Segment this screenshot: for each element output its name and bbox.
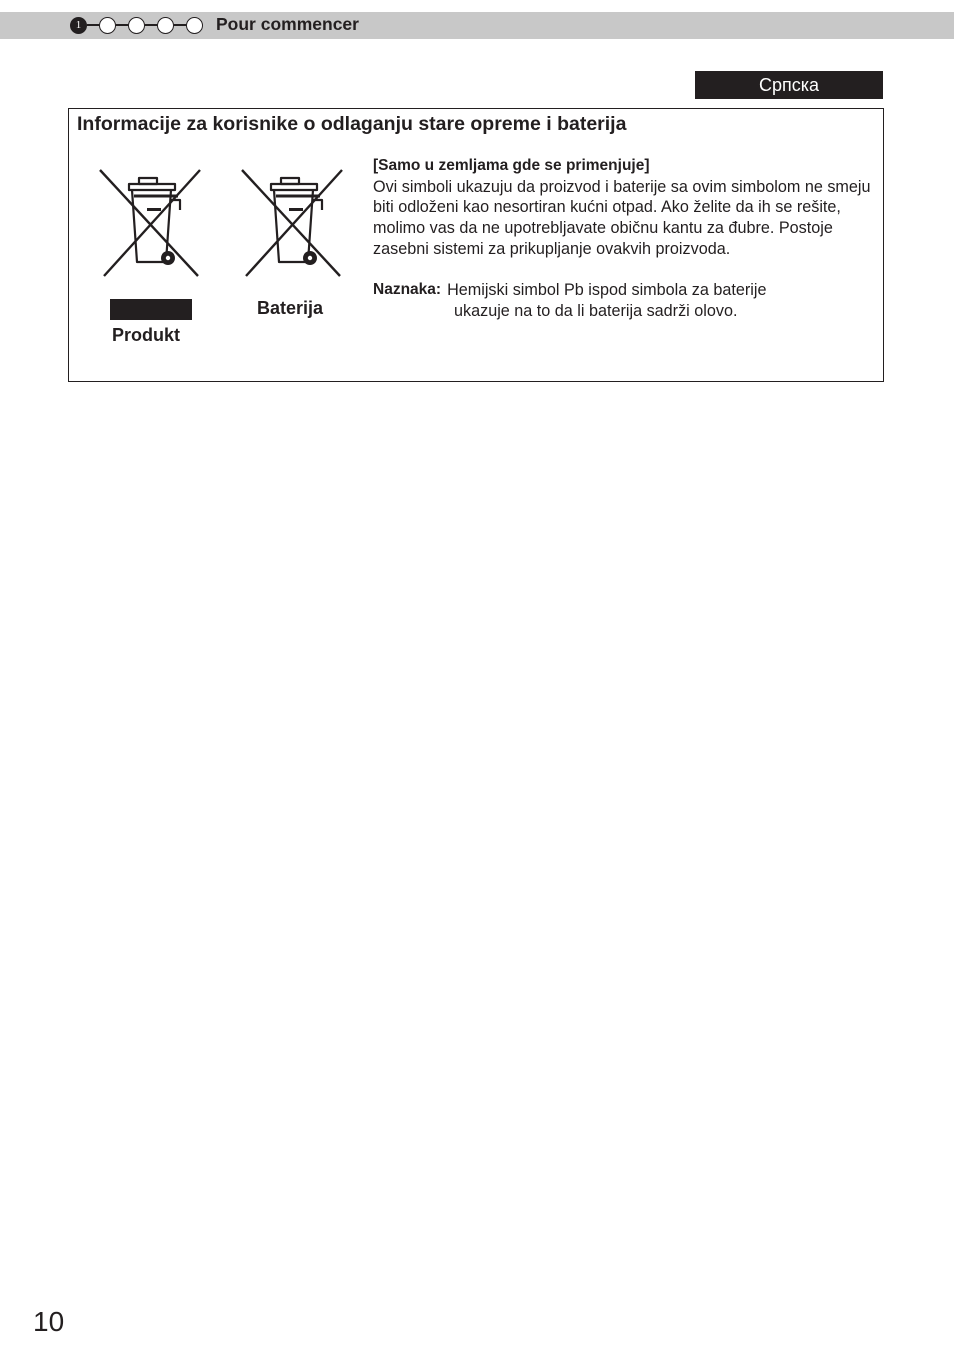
notice-body	[373, 156, 878, 260]
step-indicator	[70, 16, 203, 34]
notice-title: Informacije za korisnike o odlaganju stare opreme i baterija	[77, 113, 627, 135]
page-number: 10	[33, 1306, 65, 1337]
step-connector	[174, 24, 186, 25]
step-5-circle	[186, 17, 203, 34]
battery-label: Baterija	[257, 298, 324, 318]
step-connector	[145, 24, 157, 25]
step-1-circle: 1	[70, 17, 87, 34]
step-4-circle	[157, 17, 174, 34]
lead-note	[373, 280, 878, 321]
step-2-circle	[99, 17, 116, 34]
crossed-out-wheeled-bin-icon	[238, 166, 346, 280]
note-line-1: Hemijski simbol Pb ispod simbola za baterije	[447, 281, 767, 299]
step-connector	[116, 24, 128, 25]
note-label: Naznaka:	[373, 281, 442, 298]
product-marker-bar	[110, 299, 192, 320]
product-label: Produkt	[112, 325, 181, 345]
note-line-2: ukazuje na to da li baterija sadrži olovo.	[454, 301, 738, 320]
step-3-circle	[128, 17, 145, 34]
step-connector	[87, 24, 99, 25]
applicability-heading: [Samo u zemljama gde se primenjuje]	[373, 157, 650, 174]
section-title: Pour commencer	[216, 14, 359, 34]
crossed-out-wheeled-bin-icon	[96, 166, 204, 280]
notice-paragraph: Ovi simboli ukazuju da proizvod i baterije sa ovim simbolom ne smeju biti odloženi kao nesortiran kućni otpad. Ako želite da ih se rešite, molimo vas da ne upotrebljavate običnu kantu za đubre. Postoje zasebni sistemi za prikupljanje ovakvih proizvoda.	[373, 177, 871, 258]
language-tab: Српска	[695, 71, 883, 99]
